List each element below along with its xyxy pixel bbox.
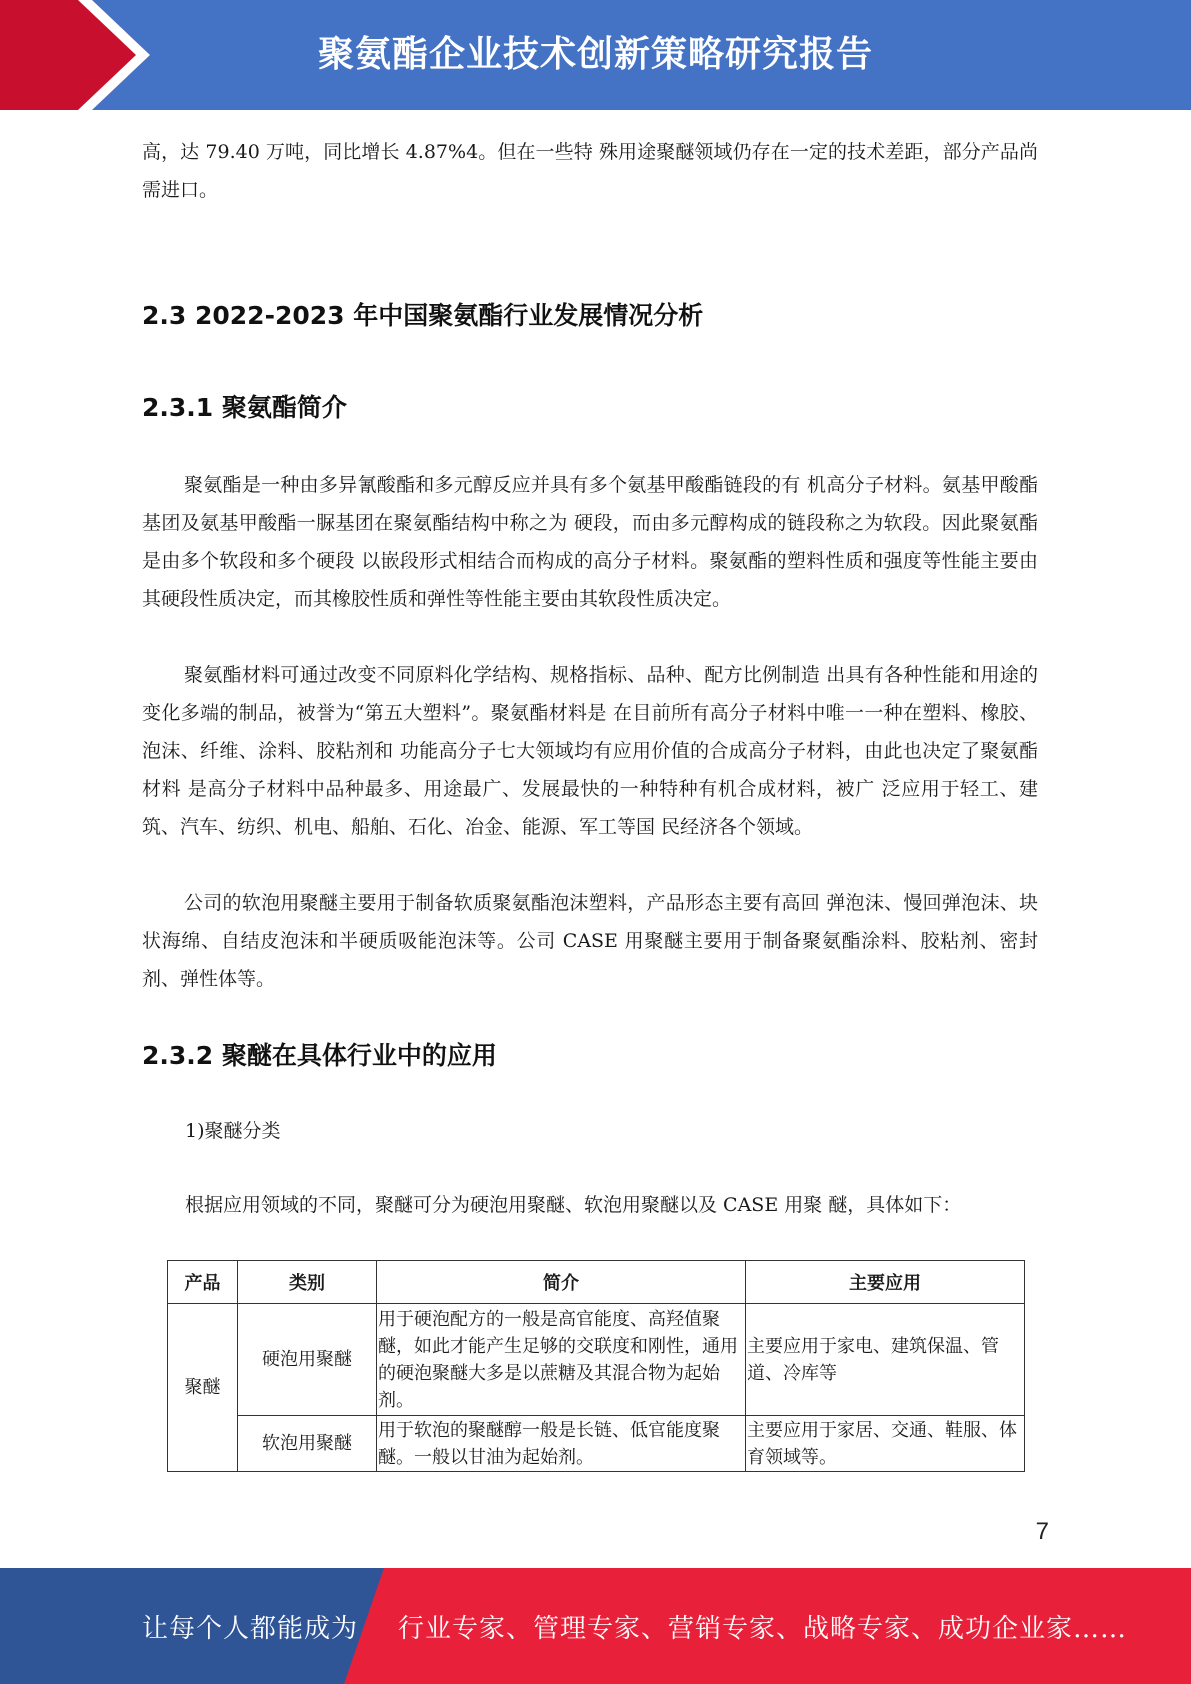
paragraph-company-polyether: 公司的软泡用聚醚主要用于制备软质聚氨酯泡沫塑料，产品形态主要有高回 弹泡沫、慢回弹泡沫、块状海绵、自结皮泡沫和半硬质吸能泡沫等。公司 CASE 用聚醚主要用于制备聚氨酯涂料、胶粘剂、密封剂、弹性体等。 [142,892,1038,990]
section-2-3-1-heading: 2.3.1 聚氨酯简介 [142,393,347,422]
intro-paragraph: 高，达 79.40 万吨，同比增长 4.87%4。但在一些特 殊用途聚醚领域仍存在一定的技术差距，部分产品尚需进口。 [142,141,1038,201]
page-footer [0,1568,1191,1684]
table-cell-intro: 用于硬泡配方的一般是高官能度、高羟值聚醚，如此才能产生足够的交联度和刚性，通用的硬泡聚醚大多是以蔗糖及其混合物为起始剂。 [377,1304,746,1416]
table-cell-application: 主要应用于家电、建筑保温、管道、冷库等 [746,1304,1025,1416]
page-header [0,0,1191,110]
table-cell-category: 软泡用聚醚 [238,1416,377,1472]
polyether-classification-table [167,1260,1025,1472]
footer-slogan-left: 让每个人都能成为 [142,1614,359,1644]
list-item-polyether-classification: 1)聚醚分类 [185,1120,281,1142]
table-row [168,1416,1025,1472]
footer-slogan-right: 行业专家、管理专家、营销专家、战略专家、成功企业家…… [398,1614,1128,1644]
table-header-intro: 简介 [377,1261,746,1304]
table-cell-intro: 用于软泡的聚醚醇一般是长链、低官能度聚醚。一般以甘油为起始剂。 [377,1416,746,1472]
table-cell-category: 硬泡用聚醚 [238,1304,377,1416]
paragraph-polyurethane-intro: 聚氨酯是一种由多异氰酸酯和多元醇反应并具有多个氨基甲酸酯链段的有 机高分子材料。氨基甲酸酯基团及氨基甲酸酯一脲基团在聚氨酯结构中称之为 硬段，而由多元醇构成的链段称之为软段。因此聚氨酯是由多个软段和多个硬段 以嵌段形式相结合而构成的高分子材料。聚氨酯的塑料性质和强度等性能主要由 其硬段性质决定，而其橡胶性质和弹性等性能主要由其软段性质决定。 [142,474,1038,610]
table-header-application: 主要应用 [746,1261,1025,1304]
table-header-product: 产品 [168,1261,238,1304]
table-row [168,1304,1025,1416]
page-number: 7 [1035,1518,1049,1545]
table-header-category: 类别 [238,1261,377,1304]
table-cell-application: 主要应用于家居、交通、鞋服、体育领域等。 [746,1416,1025,1472]
table-cell-product: 聚醚 [168,1304,238,1472]
paragraph-polyurethane-materials: 聚氨酯材料可通过改变不同原料化学结构、规格指标、品种、配方比例制造 出具有各种性能和用途的变化多端的制品，被誉为“第五大塑料”。聚氨酯材料是 在目前所有高分子材料中唯一一种在塑料、橡胶、泡沫、纤维、涂料、胶粘剂和 功能高分子七大领域均有应用价值的合成高分子材料，由此也决定了聚氨酯材料 是高分子材料中品种最多、用途最广、发展最快的一种特种有机合成材料，被广 泛应用于轻工、建筑、汽车、纺织、机电、船舶、石化、冶金、能源、军工等国 民经济各个领域。 [142,664,1038,838]
table-header-row [168,1261,1025,1304]
section-2-3-heading: 2.3 2022-2023 年中国聚氨酯行业发展情况分析 [142,301,704,330]
section-2-3-2-heading: 2.3.2 聚醚在具体行业中的应用 [142,1041,497,1070]
report-title: 聚氨酯企业技术创新策略研究报告 [317,34,873,75]
table-intro-text: 根据应用领域的不同，聚醚可分为硬泡用聚醚、软泡用聚醚以及 CASE 用聚 醚，具体如下： [185,1194,962,1216]
